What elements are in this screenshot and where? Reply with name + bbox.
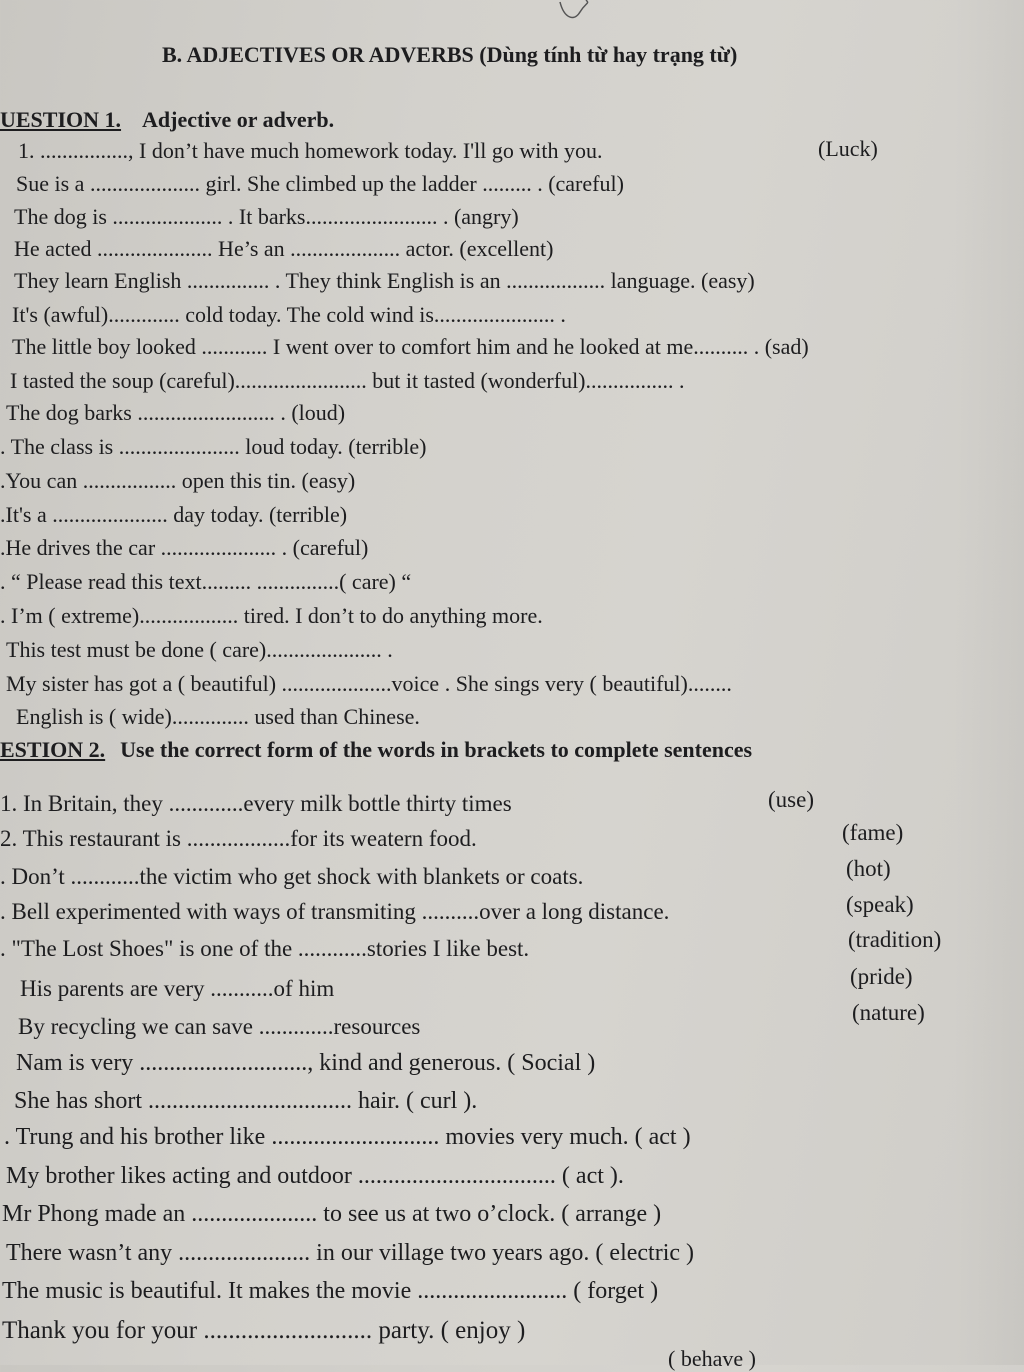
q2-item-12: Mr Phong made an ..................... to see us at two o’clock. ( arrange ): [2, 1201, 662, 1227]
q1-item-17: My sister has got a ( beautiful) ....................voice . She sings very ( beautiful)........: [6, 671, 732, 696]
q1-item-15: . I’m ( extreme).................. tired. I don’t to do anything more.: [0, 603, 543, 628]
section-title: B. ADJECTIVES OR ADVERBS (Dùng tính từ hay trạng từ): [162, 42, 738, 67]
q1-item-14: . “ Please read this text......... ...............( care) “: [0, 569, 412, 594]
q1-item-13: .He drives the car ..................... . (careful): [0, 535, 369, 560]
q2-item-16-cutoff: ( behave ): [668, 1346, 756, 1371]
q1-item-4: He acted ..................... He’s an .................... actor. (excellent): [14, 236, 554, 261]
q2-item-2-hint: (fame): [842, 820, 904, 845]
question-1-title: Adjective or adverb.: [142, 107, 335, 132]
q2-item-14: The music is beautiful. It makes the movie ......................... ( forget ): [2, 1278, 659, 1304]
question-2-heading: [0, 737, 752, 763]
q1-item-8: I tasted the soup (careful)........................ but it tasted (wonderful)................ .: [10, 368, 685, 393]
background-bleed-through: [954, 0, 1024, 1365]
q1-item-12: .It's a ..................... day today. (terrible): [0, 502, 348, 527]
q2-item-4-hint: (speak): [846, 892, 914, 917]
q1-item-9: The dog barks ......................... . (loud): [6, 400, 346, 425]
q1-item-2: Sue is a .................... girl. She climbed up the ladder ......... . (careful): [16, 171, 624, 196]
q2-item-10: . Trung and his brother like ............................ movies very much. ( act ): [4, 1124, 691, 1150]
q2-item-9: She has short .................................. hair. ( curl ).: [14, 1088, 478, 1114]
q2-item-6-hint: (pride): [850, 964, 913, 989]
q1-item-1: 1. ................, I don’t have much homework today. I'll go with you.: [18, 138, 603, 163]
q1-item-7: The little boy looked ............ I went over to comfort him and he looked at me.......... . (sad): [12, 334, 809, 359]
q1-item-18: English is ( wide).............. used than Chinese.: [16, 704, 420, 729]
q2-item-5: . "The Lost Shoes" is one of the ............stories I like best.: [0, 936, 530, 961]
q2-item-2: 2. This restaurant is ..................for its weatern food.: [0, 826, 477, 851]
q2-item-3: . Don’t ............the victim who get shock with blankets or coats.: [0, 864, 584, 889]
q1-item-3: The dog is .................... . It barks........................ . (angry): [14, 204, 519, 229]
q2-item-1: 1. In Britain, they .............every milk bottle thirty times: [0, 791, 512, 816]
q1-item-16: This test must be done ( care)..................... .: [6, 637, 393, 662]
q2-item-8: Nam is very ............................, kind and generous. ( Social ): [16, 1050, 596, 1076]
q2-item-13: There wasn’t any ...................... in our village two years ago. ( electric ): [6, 1240, 695, 1266]
q2-item-4: . Bell experimented with ways of transmiting ..........over a long distance.: [0, 899, 670, 924]
q2-item-15: Thank you for your ........................... party. ( enjoy ): [2, 1317, 526, 1344]
q1-item-11: .You can ................. open this tin. (easy): [0, 468, 356, 493]
question-1-label: UESTION 1.: [0, 107, 122, 132]
q2-item-6: His parents are very ...........of him: [20, 976, 335, 1001]
q2-item-5-hint: (tradition): [848, 927, 942, 952]
q2-item-11: My brother likes acting and outdoor ................................. ( act ).: [6, 1163, 624, 1189]
q2-item-7-hint: (nature): [852, 1000, 925, 1025]
q2-item-1-hint: (use): [768, 787, 814, 812]
question-1-heading: [0, 107, 334, 133]
q2-item-3-hint: (hot): [846, 856, 891, 881]
pen-scribble-icon: [556, 0, 596, 24]
q1-item-1-hint: (Luck): [818, 136, 878, 161]
q1-item-10: . The class is ...................... loud today. (terrible): [0, 434, 427, 459]
question-2-title: Use the correct form of the words in brackets to complete sentences: [120, 737, 753, 762]
q2-item-7: By recycling we can save .............resources: [18, 1014, 421, 1039]
q1-item-5: They learn English ............... . They think English is an .................. language. (easy): [14, 268, 755, 293]
q1-item-6: It's (awful)............. cold today. The cold wind is...................... .: [12, 302, 566, 327]
question-2-label: ESTION 2.: [0, 737, 106, 762]
